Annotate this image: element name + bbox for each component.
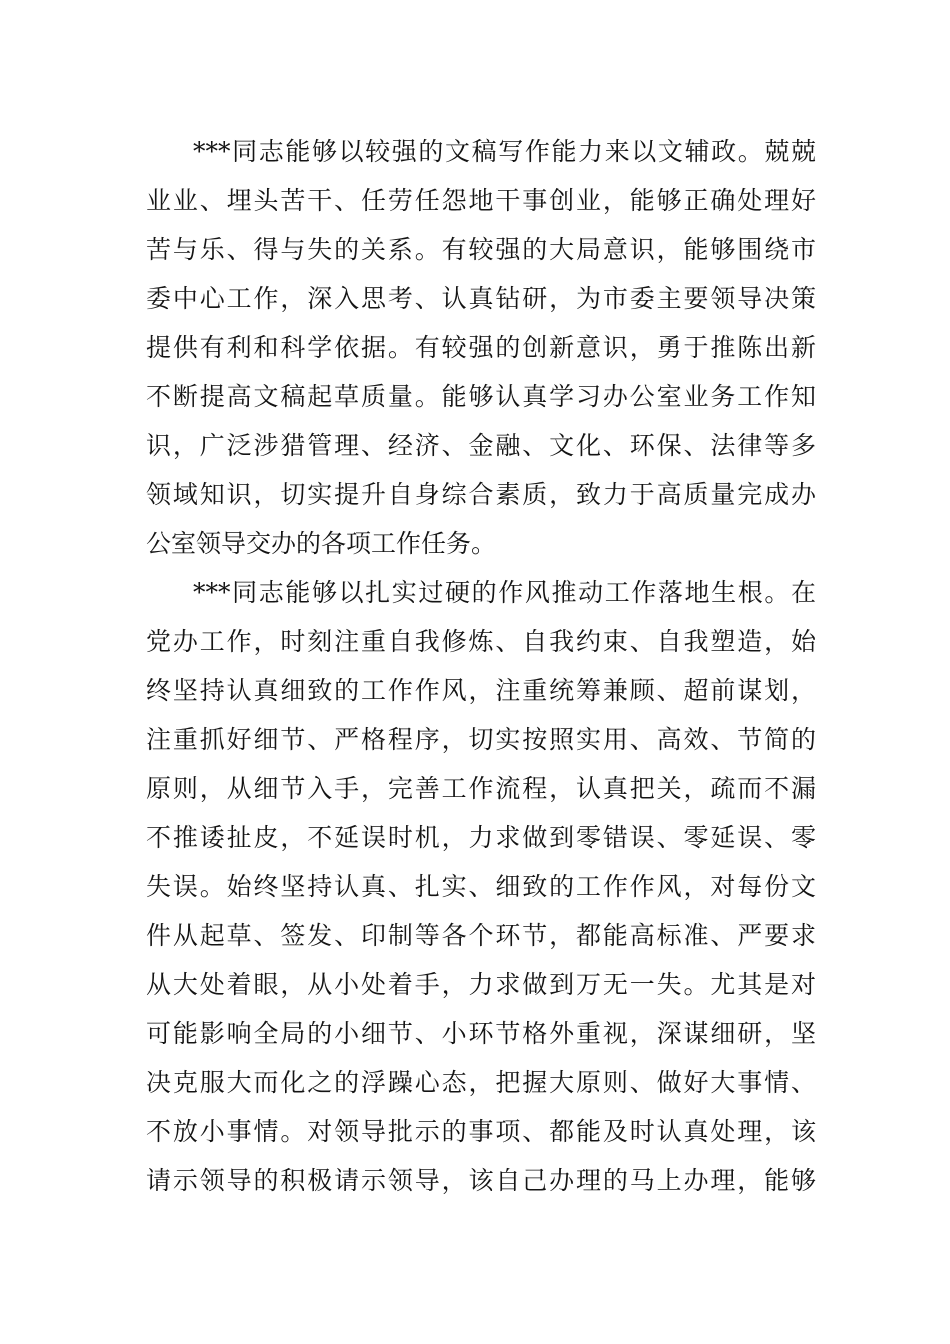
- paragraph-writing-ability: [146, 127, 816, 568]
- paragraph-line: 苦与乐、得与失的关系。有较强的大局意识，能够围绕市: [146, 235, 816, 264]
- paragraph-line: 从大处着眼，从小处着手，力求做到万无一失。尤其是对: [146, 970, 816, 999]
- paragraph-line: 件从起草、签发、印制等各个环节，都能高标准、严要求: [146, 921, 816, 950]
- paragraph-line: 终坚持认真细致的工作作风，注重统筹兼顾、超前谋划，: [146, 676, 816, 705]
- paragraph-line: 不断提高文稿起草质量。能够认真学习办公室业务工作知: [146, 382, 816, 411]
- paragraph-line: 委中心工作，深入思考、认真钻研，为市委主要领导决策: [146, 284, 816, 313]
- paragraph-line: 不放小事情。对领导批示的事项、都能及时认真处理，该: [146, 1117, 816, 1146]
- paragraph-line: 请示领导的积极请示领导，该自己办理的马上办理，能够: [146, 1166, 816, 1195]
- paragraph-line: 提供有利和科学依据。有较强的创新意识，勇于推陈出新: [146, 333, 816, 362]
- paragraph-line: 党办工作，时刻注重自我修炼、自我约束、自我塑造，始: [146, 627, 816, 656]
- paragraph-line: 识，广泛涉猎管理、经济、金融、文化、环保、法律等多: [146, 431, 816, 460]
- paragraph-line: 可能影响全局的小细节、小环节格外重视，深谋细研，坚: [146, 1019, 816, 1048]
- paragraph-line: ***同志能够以较强的文稿写作能力来以文辅政。兢兢: [193, 137, 816, 166]
- paragraph-line: 业业、埋头苦干、任劳任怨地干事创业，能够正确处理好: [146, 186, 816, 215]
- paragraph-line: 公室领导交办的各项工作任务。: [146, 529, 497, 558]
- paragraph-work-style: [146, 568, 816, 1205]
- paragraph-line: 失误。始终坚持认真、扎实、细致的工作作风，对每份文: [146, 872, 816, 901]
- paragraph-line: 决克服大而化之的浮躁心态，把握大原则、做好大事情、: [146, 1068, 816, 1097]
- paragraph-line: 领域知识，切实提升自身综合素质，致力于高质量完成办: [146, 480, 816, 509]
- paragraph-line: ***同志能够以扎实过硬的作风推动工作落地生根。在: [193, 578, 816, 607]
- paragraph-line: 原则，从细节入手，完善工作流程，认真把关，疏而不漏: [146, 774, 816, 803]
- paragraph-line: 注重抓好细节、严格程序，切实按照实用、高效、节简的: [146, 725, 816, 754]
- paragraph-line: 不推诿扯皮，不延误时机，力求做到零错误、零延误、零: [146, 823, 816, 852]
- document-body: [146, 127, 816, 1205]
